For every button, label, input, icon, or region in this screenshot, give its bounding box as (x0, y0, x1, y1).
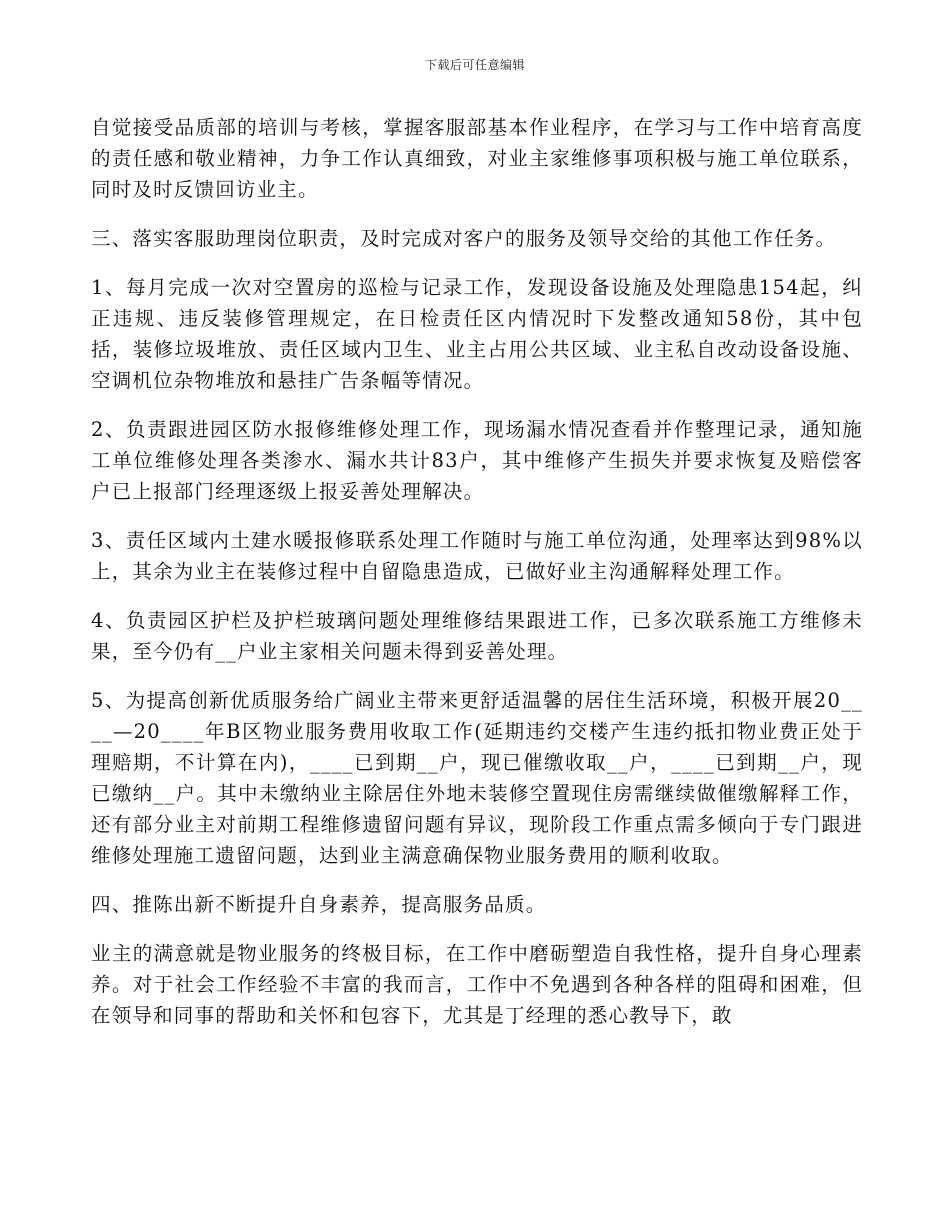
document-body (91, 112, 863, 1049)
section-heading-3: 三、落实客服助理岗位职责，及时完成对客户的服务及领导交给的其他工作任务。 (91, 227, 837, 250)
paragraph-satisfaction: 业主的满意就是物业服务的终极目标，在工作中磨砺塑造自我性格，提升自身心理素养。对于社会工作经验不丰富的我而言，工作中不免遇到各种各样的阻碍和困难，但在领导和同事的帮助和关怀和包容下，尤其是丁经理的悉心教导下，敢 (91, 942, 863, 1027)
page-header: 下载后可任意编辑 (424, 58, 525, 72)
section-heading-4: 四、推陈出新不断提升自身素养，提高服务品质。 (91, 893, 547, 916)
paragraph-item-1: 1、每月完成一次对空置房的巡检与记录工作，发现设备设施及处理隐患154起，纠正违规、违反装修管理规定，在日检责任区内情况时下发整改通知58份，其中包括，装修垃圾堆放、责任区域内卫生、业主占用公共区域、业主私自改动设备设施、空调机位杂物堆放和悬挂广告条幅等情况。 (91, 276, 863, 392)
paragraph-item-5: 5、为提高创新优质服务给广阔业主带来更舒适温馨的居住生活环境，积极开展20____—20____年B区物业服务费用收取工作(延期违约交楼产生违约抵扣物业费正处于理赔期，不计算在内)，____已到期__户，现已催缴收取__户，____已到期__户，现已缴纳__户。其中未缴纳业主除居住外地未装修空置现住房需继续做催缴解释工作，还有部分业主对前期工程维修遗留问题有异议，现阶段工作重点需多倾向于专门跟进维修处理施工遗留问题，达到业主满意确保物业服务费用的顺利收取。 (91, 689, 863, 867)
paragraph-training: 自觉接受品质部的培训与考核，掌握客服部基本作业程序，在学习与工作中培育高度的责任感和敬业精神，力争工作认真细致，对业主家维修事项积极与施工单位联系，同时及时反馈回访业主。 (91, 116, 863, 201)
paragraph-item-2: 2、负责跟进园区防水报修维修处理工作，现场漏水情况查看并作整理记录，通知施工单位维修处理各类渗水、漏水共计83户，其中维修产生损失并要求恢复及赔偿客户已上报部门经理逐级上报妥善处理解决。 (91, 418, 863, 503)
paragraph-item-3: 3、责任区域内土建水暖报修联系处理工作随时与施工单位沟通，处理率达到98%以上，其余为业主在装修过程中自留隐患造成，已做好业主沟通解释处理工作。 (91, 529, 863, 583)
paragraph-item-4: 4、负责园区护栏及护栏玻璃问题处理维修结果跟进工作，已多次联系施工方维修未果，至今仍有__户业主家相关问题未得到妥善处理。 (91, 609, 863, 663)
